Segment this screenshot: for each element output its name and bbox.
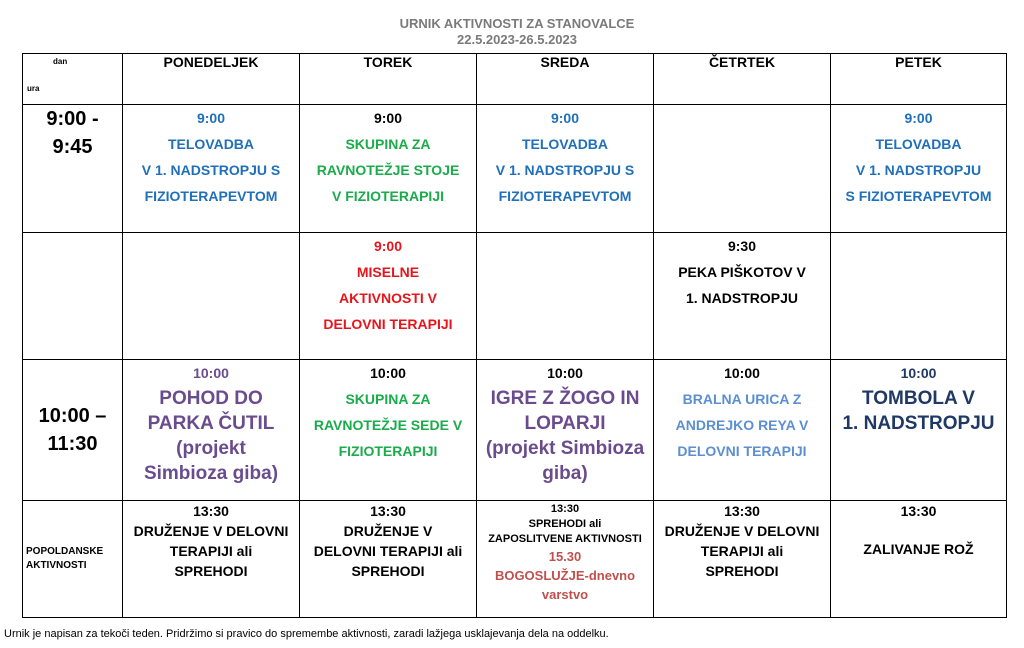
activity-line: DELOVNI TERAPIJI ali — [313, 543, 463, 559]
activity-tue-4 — [300, 501, 477, 618]
corner-hour-label: ura — [27, 84, 40, 93]
activity-line: 15.30 — [548, 549, 582, 564]
activity-thu-2 — [654, 233, 831, 360]
activity-line: 9:00 — [196, 110, 226, 126]
time-cell-2 — [23, 233, 123, 360]
activity-line: FIZIOTERAPEVTOM — [144, 188, 278, 204]
activity-line: SPREHODI — [174, 563, 248, 579]
activity-line: (projekt Simbioza — [485, 438, 645, 459]
activity-thu-4 — [654, 501, 831, 618]
activity-line: PARKA ČUTIL — [147, 413, 275, 434]
row-afternoon — [23, 501, 1007, 618]
activity-line: 13:30 — [724, 503, 760, 519]
schedule-dates: 22.5.2023-26.5.2023 — [457, 32, 577, 47]
activity-line: POHOD DO — [159, 388, 263, 409]
activity-fri-1 — [831, 105, 1007, 233]
activity-line: DRUŽENJE V — [343, 523, 433, 539]
corner-cell — [23, 54, 123, 105]
activity-line: PEKA PIŠKOTOV V — [678, 264, 806, 280]
activity-line: SPREHODI — [705, 563, 779, 579]
activity-mon-3 — [123, 360, 300, 501]
activity-line: 1. NADSTROPJU — [685, 290, 799, 306]
activity-line: ANDREJKO REYA V — [675, 417, 809, 433]
activity-line: 13:30 — [193, 503, 229, 519]
activity-line: RAVNOTEŽJE SEDE V — [313, 417, 463, 433]
schedule-title: URNIK AKTIVNOSTI ZA STANOVALCE — [399, 16, 635, 31]
day-header-friday: PETEK — [831, 54, 1007, 105]
activity-wed-3 — [477, 360, 654, 501]
activity-line: (projekt — [176, 438, 246, 459]
header-row — [23, 54, 1007, 105]
activity-mon-4 — [123, 501, 300, 618]
footer-note: Urnik je napisan za tekoči teden. Pridržimo si pravico do spremembe aktivnosti, zaradi lažjega usklajevanja dela na oddelku. — [4, 628, 609, 640]
activity-line: SKUPINA ZA — [345, 136, 431, 152]
day-header-thursday: ČETRTEK — [654, 54, 831, 105]
activity-line: TELOVADBA — [875, 136, 962, 152]
activity-wed-2 — [477, 233, 654, 360]
time-text: 9:00 - — [46, 108, 99, 130]
activity-fri-4 — [831, 501, 1007, 618]
activity-line: DELOVNI TERAPIJI — [323, 316, 453, 332]
activity-line: TELOVADBA — [521, 136, 609, 152]
activity-line: TERAPIJI ali — [700, 543, 784, 559]
activity-line: TERAPIJI ali — [169, 543, 253, 559]
activity-line: ZAPOSLITVENE AKTIVNOSTI — [488, 533, 642, 545]
activity-line: 9:00 — [904, 110, 933, 126]
time-text: 9:45 — [52, 136, 93, 158]
activity-line: 10:00 — [370, 365, 406, 381]
activity-thu-3 — [654, 360, 831, 501]
activity-line: giba) — [542, 463, 588, 484]
activity-line: AKTIVNOSTI V — [338, 290, 437, 306]
activity-line: TOMBOLA V — [862, 388, 975, 409]
activity-line: MISELNE — [356, 264, 420, 280]
activity-line: 1. NADSTROPJU — [842, 413, 995, 434]
activity-line: Simbioza giba) — [143, 463, 279, 484]
time-text: 11:30 — [47, 433, 98, 455]
activity-line: BOGOSLUŽJE-dnevno — [494, 568, 636, 583]
schedule-table — [22, 53, 1007, 618]
activity-line: 9:00 — [373, 110, 403, 126]
activity-line: IGRE Z ŽOGO IN — [490, 388, 640, 409]
day-header-tuesday: TOREK — [300, 54, 477, 105]
activity-line: V 1. NADSTROPJU S — [141, 162, 281, 178]
activity-line: TELOVADBA — [167, 136, 255, 152]
activity-line: DRUŽENJE V DELOVNI — [133, 523, 289, 539]
activity-fri-2 — [831, 233, 1007, 360]
row-morning-3 — [23, 360, 1007, 501]
activity-line: DELOVNI TERAPIJI — [677, 443, 807, 459]
activity-line: 9:00 — [550, 110, 580, 126]
time-cell-3 — [23, 360, 123, 501]
activity-line: varstvo — [541, 587, 589, 602]
activity-line: S FIZIOTERAPEVTOM — [845, 188, 992, 204]
time-text: 10:00 – — [38, 405, 107, 427]
activity-line: 13:30 — [370, 503, 406, 519]
activity-line: 10:00 — [724, 365, 760, 381]
activity-line: ZALIVANJE ROŽ — [863, 541, 974, 557]
activity-line: 9:00 — [373, 238, 403, 254]
activity-line: 9:30 — [727, 238, 757, 254]
row-morning-2 — [23, 233, 1007, 360]
activity-tue-3 — [300, 360, 477, 501]
row-morning-1 — [23, 105, 1007, 233]
activity-line: SKUPINA ZA — [345, 391, 431, 407]
activity-tue-1 — [300, 105, 477, 233]
activity-line: LOPARJI — [524, 413, 606, 434]
afternoon-label: AKTIVNOSTI — [26, 560, 87, 571]
activity-line: SPREHODI ali — [528, 518, 602, 530]
activity-line: V FIZIOTERAPIJI — [331, 188, 444, 204]
day-header-wednesday: SREDA — [477, 54, 654, 105]
activity-line: 13:30 — [550, 503, 580, 515]
activity-line: FIZIOTERAPIJI — [338, 443, 438, 459]
afternoon-label-cell — [23, 501, 123, 618]
activity-line: V 1. NADSTROPJU S — [495, 162, 635, 178]
activity-thu-1 — [654, 105, 831, 233]
corner-day-label: dan — [53, 57, 68, 66]
activity-tue-2 — [300, 233, 477, 360]
activity-mon-1 — [123, 105, 300, 233]
activity-line: 10:00 — [900, 365, 937, 381]
activity-line: DRUŽENJE V DELOVNI — [664, 523, 820, 539]
activity-line: 10:00 — [547, 365, 583, 381]
activity-wed-1 — [477, 105, 654, 233]
activity-line: SPREHODI — [351, 563, 425, 579]
activity-mon-2 — [123, 233, 300, 360]
time-cell-1 — [23, 105, 123, 233]
activity-line: BRALNA URICA Z — [682, 391, 802, 407]
activity-line: V 1. NADSTROPJU — [855, 162, 982, 178]
afternoon-label: POPOLDANSKE — [26, 546, 104, 557]
activity-line: FIZIOTERAPEVTOM — [498, 188, 632, 204]
activity-fri-3 — [831, 360, 1007, 501]
day-header-monday: PONEDELJEK — [123, 54, 300, 105]
activity-wed-4 — [477, 501, 654, 618]
activity-line: 13:30 — [900, 503, 937, 519]
activity-line: RAVNOTEŽJE STOJE — [316, 162, 460, 178]
activity-line: 10:00 — [193, 365, 229, 381]
